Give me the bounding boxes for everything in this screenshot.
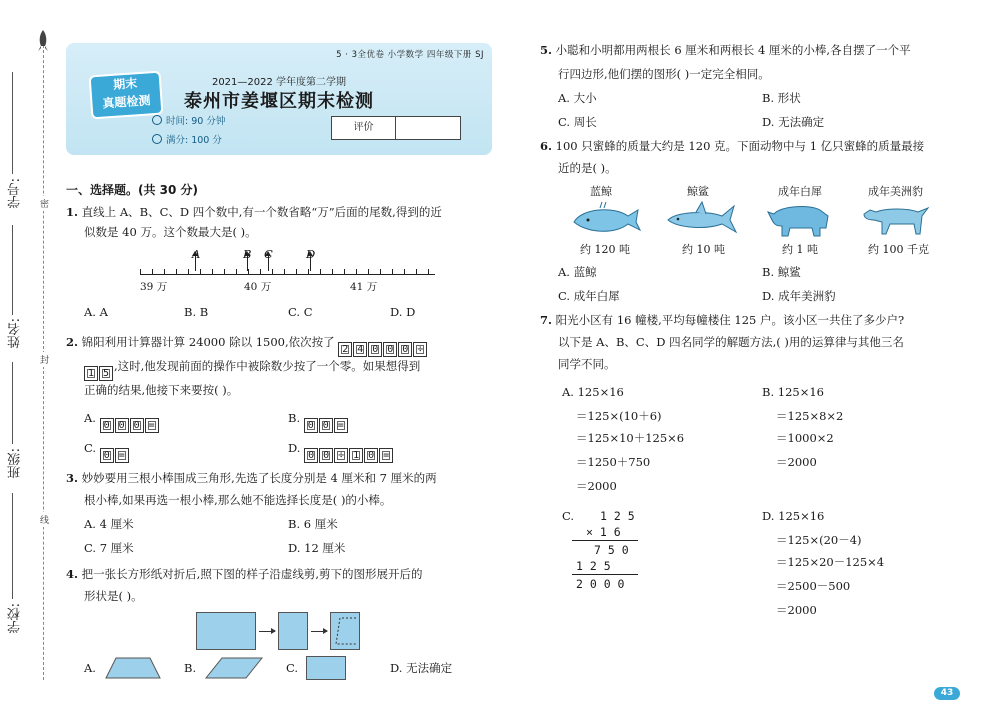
badge-line1: 期末 — [112, 76, 138, 92]
tick — [320, 269, 321, 275]
question-3 — [66, 470, 437, 486]
option-a[interactable]: A. A — [84, 305, 108, 319]
tick — [428, 269, 429, 275]
student-id-line[interactable] — [12, 72, 13, 174]
option-d[interactable]: D. D — [390, 305, 416, 319]
calc-key: 2 — [338, 342, 352, 357]
rectangle-shape — [306, 656, 346, 680]
question-number: 4. — [66, 567, 79, 581]
tick — [164, 269, 165, 275]
option-c[interactable]: C. 周长 — [558, 115, 597, 129]
tick — [224, 269, 225, 275]
question-text: 似数是 40 万。这个数最大是( )。 — [84, 225, 257, 239]
question-4 — [66, 566, 422, 582]
tick — [392, 269, 393, 275]
animal-weight: 约 1 吨 — [782, 243, 818, 256]
question-text: 直线上 A、B、C、D 四个数中,有一个数省略“万”后面的尾数,得到的近 — [81, 205, 442, 219]
calc-key: ÷ — [413, 342, 427, 357]
solution-d-line[interactable]: D. 125×16 — [762, 509, 825, 523]
evaluation-label: 评价 — [332, 117, 396, 139]
series-label: 5 · 3全优卷 小学数学 四年级下册 SJ — [336, 50, 484, 60]
seal-mark: 封 — [40, 352, 49, 367]
evaluation-field[interactable] — [396, 117, 460, 139]
class-label: 班级: — [8, 448, 23, 479]
tick — [308, 269, 309, 275]
school-line[interactable] — [12, 493, 13, 599]
calc-key: = — [379, 448, 393, 463]
calc-key: 0 — [319, 448, 333, 463]
option-b[interactable] — [288, 410, 349, 433]
question-1 — [66, 204, 442, 220]
question-text: 100 只蜜蜂的质量大约是 120 克。下面动物中与 1 亿只蜜蜂的质量最接 — [555, 139, 925, 153]
school-label: 学校: — [8, 603, 23, 634]
solution-a-line: ＝1250＋750 — [576, 455, 651, 469]
point-label: D — [306, 247, 316, 261]
calc-rule — [572, 540, 638, 541]
shark-icon — [666, 200, 738, 236]
calc-key: 0 — [304, 418, 318, 433]
calc-key: ÷ — [334, 448, 348, 463]
question-7 — [540, 312, 904, 328]
tick — [212, 269, 213, 275]
page-number: 43 — [934, 687, 960, 700]
calc-key: 0 — [115, 418, 129, 433]
option-c[interactable]: C. 7 厘米 — [84, 541, 134, 555]
question-text: 同学不同。 — [558, 357, 616, 371]
question-number: 7. — [540, 313, 553, 327]
step-arrow — [311, 631, 327, 632]
option-a[interactable]: A. — [84, 661, 96, 675]
tick-label: 41 万 — [350, 281, 378, 293]
question-5 — [540, 42, 911, 58]
option-b[interactable]: B. 6 厘米 — [288, 517, 338, 531]
question-text: 以下是 A、B、C、D 四名同学的解题方法,( )用的运算律与其他三名 — [558, 335, 904, 349]
calc-key: 0 — [319, 418, 333, 433]
calc-key: 0 — [383, 342, 397, 357]
option-d[interactable]: D. 成年美洲豹 — [762, 289, 836, 303]
question-2 — [66, 334, 428, 357]
name-line[interactable] — [12, 225, 13, 315]
score-text: 满分: 100 分 — [166, 135, 222, 146]
calc-key: 0 — [100, 418, 114, 433]
tick — [332, 269, 333, 275]
animal-name: 成年白犀 — [778, 185, 822, 198]
name-label: 姓名: — [8, 318, 23, 349]
option-c[interactable]: C. C — [288, 305, 313, 319]
check-icon — [152, 134, 162, 144]
paper-rectangle — [196, 612, 256, 650]
question-number: 5. — [540, 43, 553, 57]
solution-b-line[interactable]: B. 125×16 — [762, 385, 824, 399]
tick-label: 40 万 — [244, 281, 272, 293]
calc-key: 0 — [368, 342, 382, 357]
animal-name: 蓝鲸 — [590, 185, 612, 198]
tick — [188, 269, 189, 275]
solution-d-line: ＝2500－500 — [776, 579, 851, 593]
solution-d-line: ＝2000 — [776, 603, 817, 617]
question-text — [84, 358, 420, 381]
calc-key: 0 — [398, 342, 412, 357]
parallelogram-shape — [204, 656, 264, 680]
question-text: 近的是( )。 — [558, 161, 617, 175]
animal-weight: 约 100 千克 — [868, 243, 929, 256]
point-label: A — [192, 247, 201, 261]
option-label: A. — [84, 411, 96, 425]
calc-key: 0 — [304, 448, 318, 463]
option-a[interactable]: A. 4 厘米 — [84, 517, 134, 531]
folded-paper — [278, 612, 308, 650]
tick — [260, 269, 261, 275]
tick — [296, 269, 297, 275]
option-b[interactable]: B. — [184, 661, 197, 675]
vertical-calc-row: 1 2 5 — [576, 559, 611, 573]
calc-key: 0 — [100, 448, 114, 463]
section-title: 一、选择题。(共 30 分) — [66, 183, 199, 197]
question-number: 2. — [66, 335, 79, 349]
calc-key: 0 — [130, 418, 144, 433]
option-a[interactable]: A. 蓝鲸 — [558, 265, 597, 279]
class-line[interactable] — [12, 362, 13, 444]
calc-key: = — [145, 418, 159, 433]
page-title: 泰州市姜堰区期末检测 — [184, 91, 374, 112]
rhino-icon — [766, 198, 834, 238]
point-label: B — [243, 247, 252, 261]
vertical-calc-row: × 1 6 — [586, 525, 621, 539]
evaluation-box — [331, 116, 461, 140]
question-text: 行四边形,他们摆的图形( )一定完全相同。 — [558, 67, 770, 81]
animal-weight: 约 120 吨 — [580, 243, 630, 256]
vertical-calc-row: 7 5 0 — [594, 543, 629, 557]
tick — [200, 269, 201, 275]
cut-dashed-line — [330, 612, 360, 650]
question-number: 1. — [66, 205, 79, 219]
seal-mark: 密 — [40, 196, 49, 211]
calc-key: = — [115, 448, 129, 463]
calculator-keys — [84, 361, 114, 381]
question-6 — [540, 138, 924, 154]
solution-a-line: ＝2000 — [576, 479, 617, 493]
school-year: 2021—2022 学年度第二学期 — [211, 77, 347, 88]
calc-key: 0 — [364, 448, 378, 463]
solution-a-line[interactable]: A. 125×16 — [562, 385, 624, 399]
tick — [404, 269, 405, 275]
question-text: 正确的结果,他接下来要按( )。 — [84, 383, 239, 397]
question-text: ,这时,他发现前面的操作中被除数少按了一个零。如果想得到 — [114, 359, 421, 373]
tick — [284, 269, 285, 275]
option-d[interactable]: D. 12 厘米 — [288, 541, 346, 555]
option-label: B. — [288, 411, 301, 425]
calc-key: 1 — [349, 448, 363, 463]
tick — [344, 269, 345, 275]
solution-d-line: ＝125×20－125×4 — [776, 555, 885, 569]
calc-key: = — [334, 418, 348, 433]
animal-weight: 约 10 吨 — [682, 243, 725, 256]
question-number: 6. — [540, 139, 553, 153]
question-text: 锦阳利用计算器计算 24000 除以 1500,依次按了 — [81, 335, 335, 349]
point-label: C — [264, 247, 273, 261]
question-text: 妙妙要用三根小棒围成三角形,先选了长度分别是 4 厘米和 7 厘米的两 — [81, 471, 437, 485]
option-label: D. — [288, 441, 301, 455]
solution-c-label[interactable]: C. — [562, 509, 575, 523]
clock-icon — [152, 115, 162, 125]
option-b[interactable]: B. 鲸鲨 — [762, 265, 801, 279]
solution-b-line: ＝1000×2 — [776, 431, 834, 445]
calc-key: 5 — [99, 366, 113, 381]
option-c[interactable] — [84, 440, 130, 463]
question-text: 把一张长方形纸对折后,照下图的样子沿虚线剪,剪下的图形展开后的 — [81, 567, 423, 581]
calc-key: 1 — [84, 366, 98, 381]
tick — [272, 269, 273, 275]
option-a[interactable] — [84, 410, 160, 433]
option-c[interactable]: C. — [286, 661, 299, 675]
tick — [356, 269, 357, 275]
badge-line2: 真题检测 — [102, 93, 151, 111]
option-d[interactable]: D. 无法确定 — [390, 661, 453, 675]
option-b[interactable]: B. 形状 — [762, 91, 801, 105]
option-d[interactable] — [288, 440, 394, 463]
tick — [140, 269, 141, 275]
calc-rule — [572, 574, 638, 575]
tick-label: 39 万 — [140, 281, 168, 293]
whale-icon — [570, 200, 642, 236]
solution-b-line: ＝125×8×2 — [776, 409, 844, 423]
solution-b-line: ＝2000 — [776, 455, 817, 469]
tick — [368, 269, 369, 275]
score-info — [152, 132, 222, 146]
option-c[interactable]: C. 成年白犀 — [558, 289, 620, 303]
question-text: 根小棒,如果再选一根小棒,那么她不能选择长度是( )的小棒。 — [84, 493, 392, 507]
seal-mark: 线 — [40, 512, 49, 527]
number-line — [140, 274, 435, 275]
tick — [176, 269, 177, 275]
vertical-calc-row: 1 2 5 — [600, 509, 635, 523]
vertical-calc-row: 2 0 0 0 — [576, 577, 625, 591]
jaguar-icon — [860, 200, 930, 238]
option-a[interactable]: A. 大小 — [558, 91, 597, 105]
tick — [248, 269, 249, 275]
tick — [236, 269, 237, 275]
question-text: 小聪和小明都用两根长 6 厘米和两根长 4 厘米的小棒,各自摆了一个平 — [555, 43, 911, 57]
tick — [152, 269, 153, 275]
calculator-keys — [338, 337, 428, 357]
option-d[interactable]: D. 无法确定 — [762, 115, 825, 129]
calc-key: 4 — [353, 342, 367, 357]
question-text: 阳光小区有 16 幢楼,平均每幢楼住 125 户。该小区一共住了多少户? — [555, 313, 905, 327]
solution-a-line: ＝125×10＋125×6 — [576, 431, 685, 445]
time-info — [152, 113, 225, 127]
rocket-icon — [36, 30, 50, 52]
option-b[interactable]: B. B — [184, 305, 209, 319]
animal-name: 鲸鲨 — [687, 185, 709, 198]
animal-name: 成年美洲豹 — [868, 185, 923, 198]
solution-d-line: ＝125×(20－4) — [776, 533, 862, 547]
time-text: 时间: 90 分钟 — [166, 116, 226, 127]
step-arrow — [259, 631, 275, 632]
exam-header — [66, 43, 492, 155]
question-number: 3. — [66, 471, 79, 485]
trapezoid-shape — [104, 656, 162, 680]
tick — [416, 269, 417, 275]
solution-a-line: ＝125×(10＋6) — [576, 409, 662, 423]
tick — [380, 269, 381, 275]
option-label: C. — [84, 441, 97, 455]
student-id-label: 学号: — [8, 178, 23, 209]
question-text: 形状是( )。 — [84, 589, 143, 603]
